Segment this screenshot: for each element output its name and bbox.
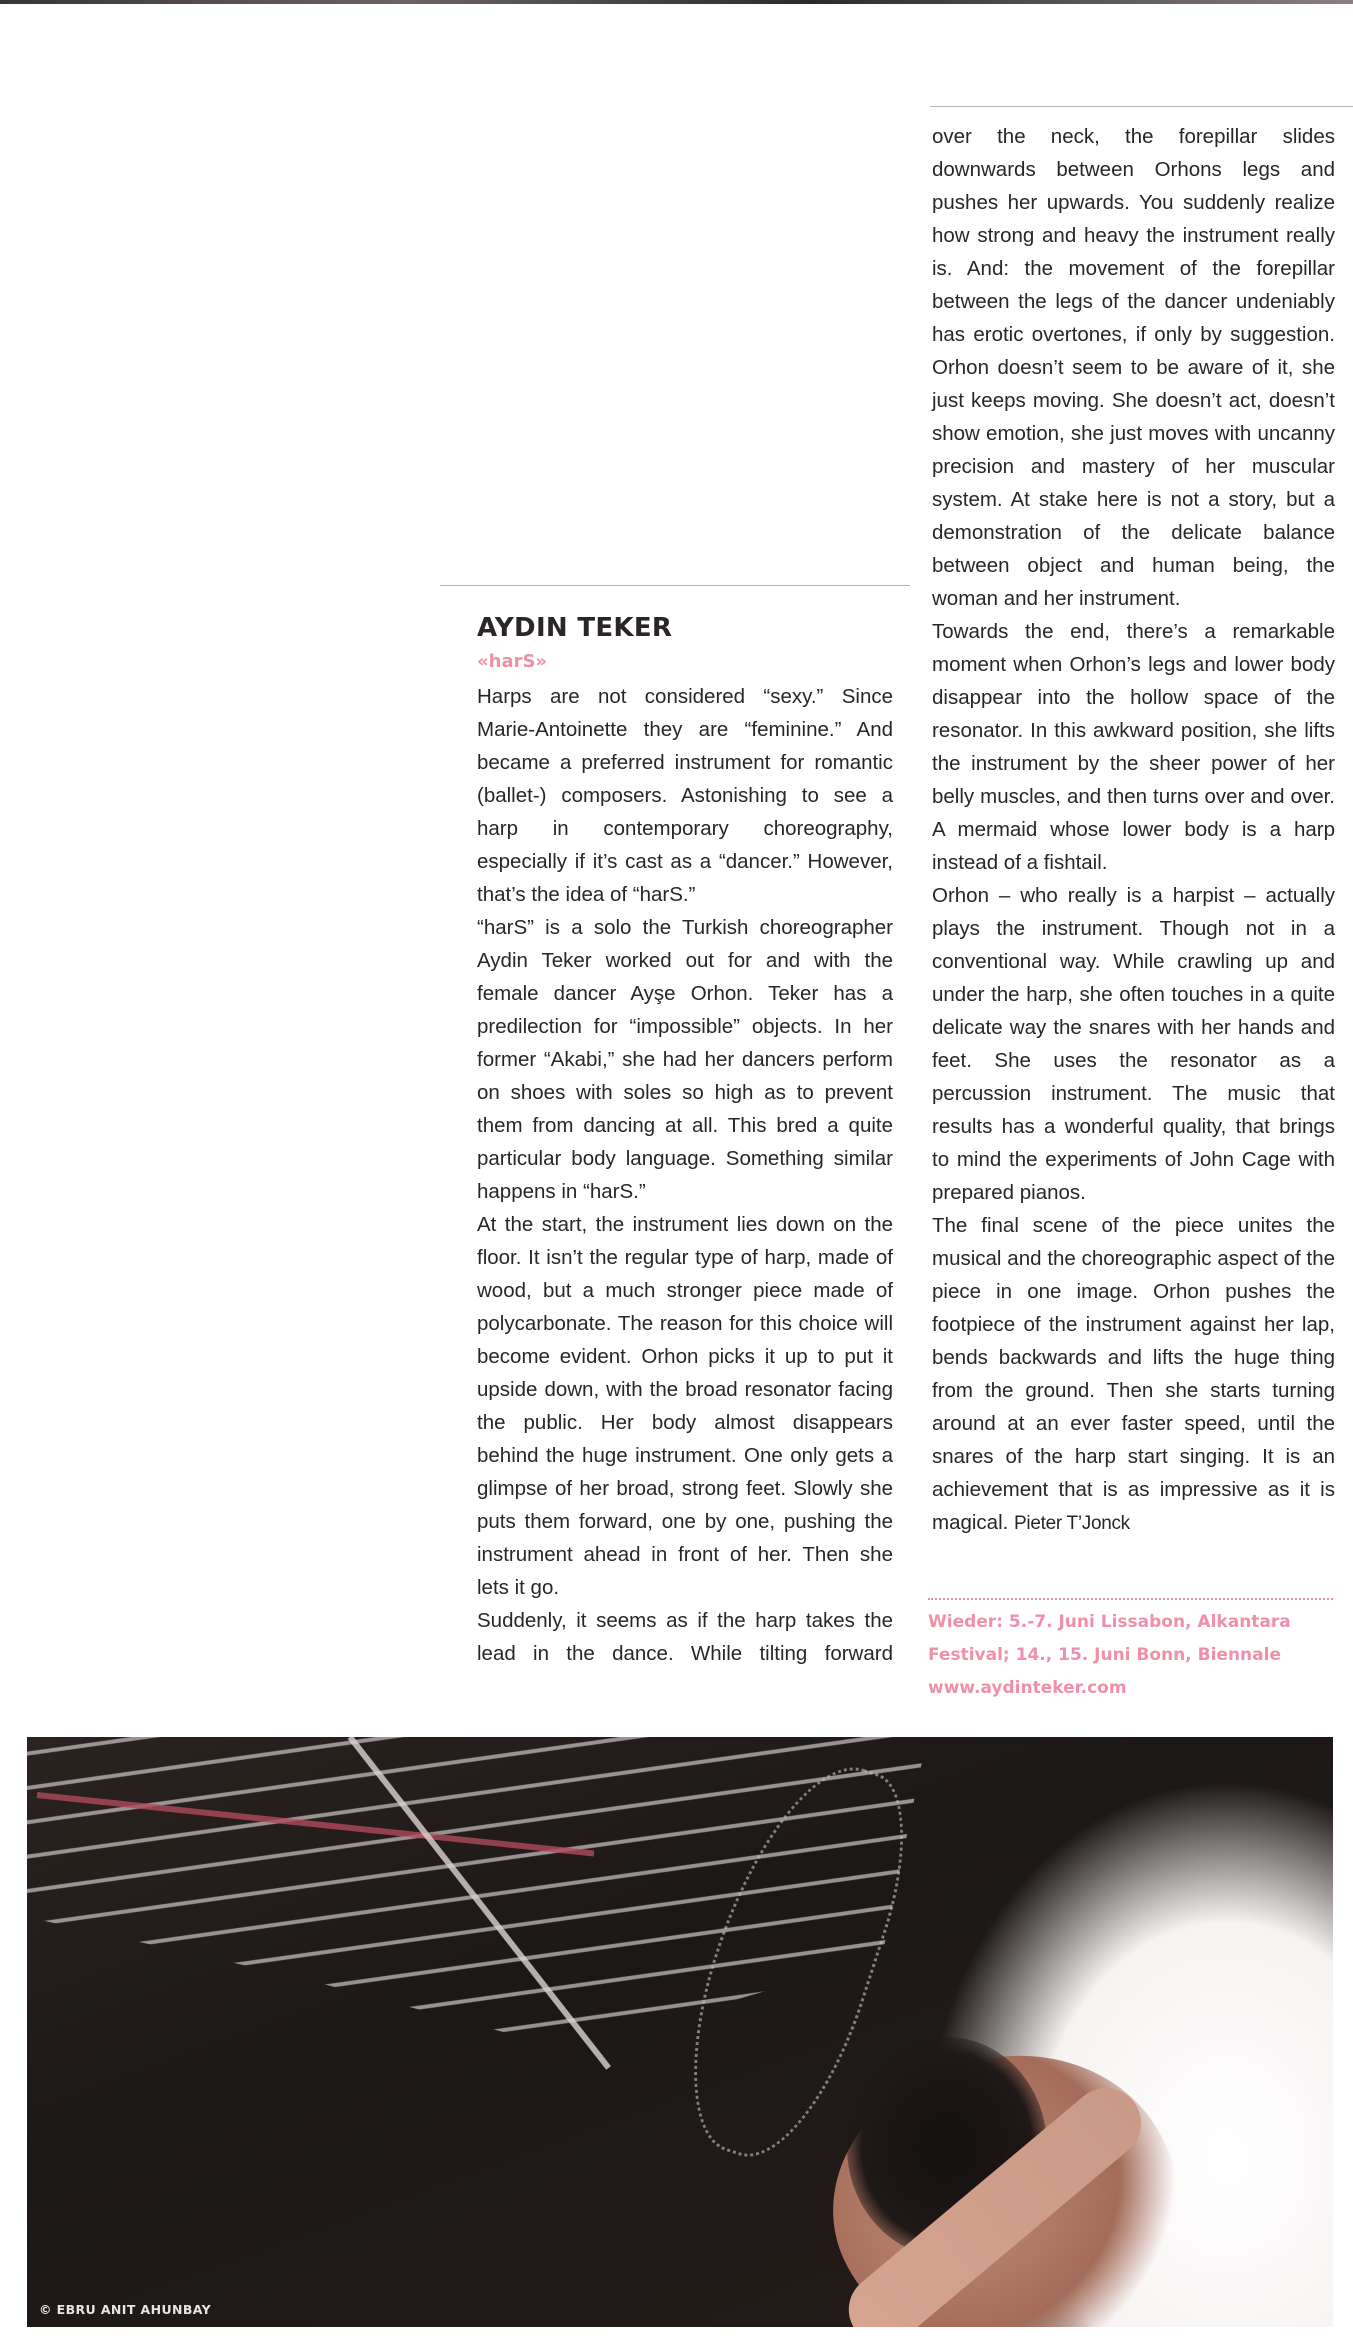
paragraph: “harS” is a solo the Turkish choreographer Aydin Teker worked out for and with the female dancer Ayşe Orhon. Teker has a predilection for “impossible” objects. In her former “Akabi,” she had her dancers perform on shoes with soles so high as to prevent them from dancing at all. This bred a quite particular body language. Something similar happens in “harS.” [477,916,893,1203]
author-byline: Pieter T’Jonck [1014,1513,1130,1534]
article-heading: AYDIN TEKER [477,613,673,643]
info-dates-line-2: Festival; 14., 15. Juni Bonn, Biennale [928,1645,1281,1665]
article-subtitle: «harS» [477,651,548,672]
paragraph-final [932,1209,1335,1540]
paragraph: Harps are not considered “sexy.” Since Marie-Antoinette they are “feminine.” And became a preferred instrument for romantic (ballet-) composers. Astonishing to see a harp in contemporary choreography, especially if it’s cast as a “dancer.” However, that’s the idea of “harS.” [477,685,893,906]
performance-info-box [928,1598,1333,1705]
performance-photo [27,1737,1333,2327]
right-column [932,120,1335,1540]
paragraph: At the start, the instrument lies down on the floor. It isn’t the regular type of harp, made of wood, but a much stronger piece made of polycarbonate. The reason for this choice will become evident. Orhon picks it up to put it upside down, with the broad resonator facing the public. Her body almost disappears behind the huge instrument. One only gets a glimpse of her broad, strong feet. Slowly she puts them forward, one by one, pushing the instrument ahead in front of her. Then she lets it go. [477,1213,893,1599]
paragraph: Suddenly, it seems as if the harp takes the lead in the dance. While tilting forward [477,1609,893,1665]
website-link[interactable]: www.aydinteker.com [928,1678,1127,1698]
page-top-edge [0,0,1353,4]
right-column-top-rule [930,106,1353,107]
paragraph: over the neck, the forepillar slides downwards between Orhons legs and pushes her upwards. You suddenly realize how strong and heavy the instrument really is. And: the movement of the forepillar between the legs of the dancer undeniably has erotic overtones, if only by suggestion. Orhon doesn’t seem to be aware of it, she just keeps moving. She doesn’t act, doesn’t show emotion, she just moves with uncanny precision and mastery of her muscular system. At stake here is not a story, but a demonstration of the delicate balance between object and human being, the woman and her instrument. [932,125,1335,610]
left-column [477,680,893,1670]
final-paragraph-text: The final scene of the piece unites the musical and the choreographic aspect of the piece in one image. Orhon pushes the footpiece of the instrument against her lap, bends backwards and lifts the huge thing from the ground. Then she starts turning around at an ever faster speed, until the snares of the harp start singing. It is an achievement that is as impressive as it is magical. [932,1214,1335,1534]
paragraph: Orhon – who really is a harpist – actually plays the instrument. Though not in a conventional way. While crawling up and under the harp, she often touches in a quite delicate way the snares with her hands and feet. She uses the resonator as a percussion instrument. The music that results has a wonderful quality, that brings to mind the experiments of John Cage with prepared pianos. [932,884,1335,1204]
photo-credit: © EBRU ANIT AHUNBAY [39,2302,212,2317]
paragraph: Towards the end, there’s a remarkable moment when Orhon’s legs and lower body disappear into the hollow space of the resonator. In this awkward position, she lifts the instrument by the sheer power of her belly muscles, and then turns over and over. A mermaid whose lower body is a harp instead of a fishtail. [932,620,1335,874]
article-top-rule [440,585,910,586]
info-dates-line-1: Wieder: 5.-7. Juni Lissabon, Alkantara [928,1612,1291,1632]
